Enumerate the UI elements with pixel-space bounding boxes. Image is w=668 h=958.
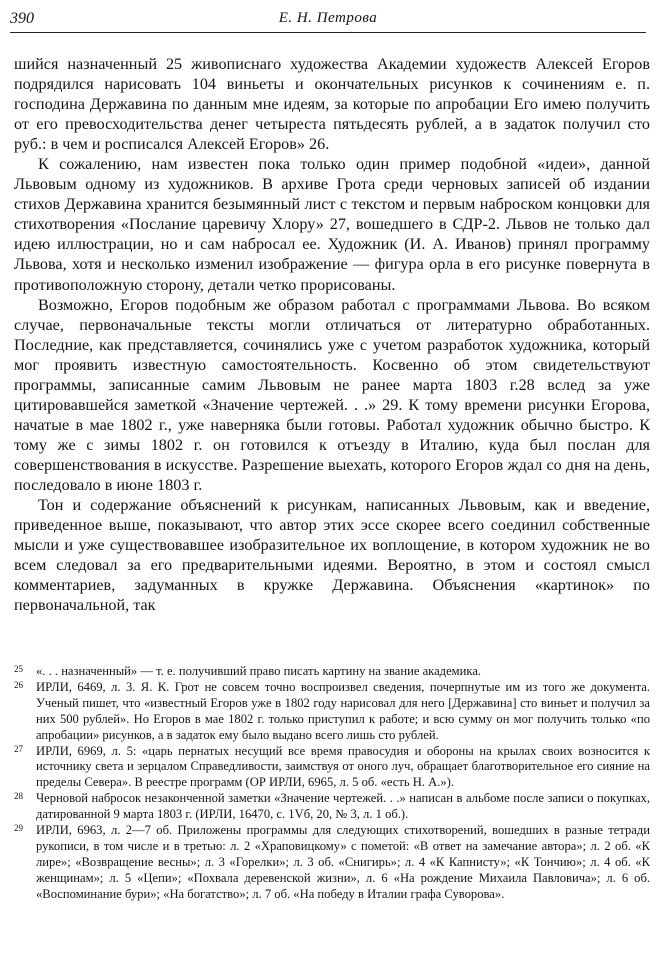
footnote-number: 28 — [14, 791, 23, 802]
footnotes — [14, 664, 650, 903]
footnote-number: 29 — [14, 823, 23, 834]
footnote-text: ИРЛИ, 6469, л. 3. Я. К. Грот не совсем точно воспроизвел сведения, почерпнутые им из того же документа. Ученый пишет, что «известный Егоров уже в 1802 году нарисовал для него [Державина] сто виньет и получил за них 500 рублей». Но Егоров в мае 1802 г. только приступил к работе; и всю сумму он мог получить только «по апробации» рисунков, а в задаток ему было выдано всего лишь сто рублей. — [36, 679, 650, 742]
paragraph: К сожалению, нам известен пока только один пример подобной «идеи», данной Львовым одному из художников. В архиве Грота среди черновых записей об издании стихов Державина хранится безымянный лист с текстом и первым наброском концовки для стихотворения «Послание царевичу Хлору» 27, вошедшего в СДР-2. Львов не только дал идею иллюстрации, но и сам набросал ее. Художник (И. А. Иванов) принял программу Львова, хотя и несколько изменил изображение — фигура орла в его рисунке повернута в противоположную сторону, детали четко прорисованы. — [14, 155, 650, 294]
footnote — [14, 680, 650, 744]
paragraph: Возможно, Егоров подобным же образом работал с программами Львова. Во всяком случае, первоначальные тексты могли отличаться от литературно обработанных. Последние, как представляется, сочинялись уже с учетом разработок художника, который мог проявить известную самостоятельность. Косвенно об этом свидетельствуют программы, записанные самим Львовым не ранее марта 1803 г.28 вслед за уже цитировавшейся заметкой «Значение чертежей. . .» 29. К тому времени рисунки Егорова, начатые в мае 1802 г., уже наверняка были готовы. Работал художник обычно быстро. К тому же с зимы 1802 г. он готовился к отъезду в Италию, куда был послан для совершенствования в искусстве. Разрешение выехать, которого Егоров ждал со дня на день, последовало в июне 1803 г. — [14, 295, 650, 494]
body-text — [14, 54, 650, 615]
paragraph: Тон и содержание объяснений к рисункам, написанных Львовым, как и введение, приведенное выше, показывают, что автор этих эссе скорее всего соединил собственные мысли и уже существовавшее изобразительное их воплощение, в котором художник не во всем следовал за его предварительными идеями. Вероятно, в этом и состоял смысл комментариев, задуманных в кружке Державина. Объяснения «картинок» по первоначальной, так — [14, 496, 650, 615]
paragraph: шийся назначенный 25 живописнаго художества Академии художеств Алексей Егоров подрядился нарисовать 104 виньеты и окончательных рисунков к сочинениям е. п. господина Державина по данным мне идеям, за которые по апробации Его имею получить от его превосходительства денег четыреста пятьдесять рублей, а в задаток получил сто руб.: в чем и росписался Алексей Егоров» 26. — [14, 55, 650, 154]
footnote-text: Черновой набросок незаконченной заметки «Значение чертежей. . .» написан в альбоме после записи о покупках, датированной 9 марта 1803 г. (ИРЛИ, 16470, с. 1Vб, 20, № 3, л. 1 об.). — [36, 791, 650, 822]
page-header — [10, 10, 646, 33]
running-head: Е. Н. Петрова — [278, 10, 378, 26]
footnote-number: 26 — [14, 679, 23, 690]
footnote-text: ИРЛИ, 6963, л. 2—7 об. Приложены программы для следующих стихотворений, вошедших в разные тетради рукописи, в том числе и в третью: л. 2 «Храповицкому» с пометой: «В ответ на замечание автора»; л. 2 об. «К лире»; «Возвращение весны»; л. 3 «Горелки»; л. 3 об. «Снигирь»; л. 4 «К Капнисту»; «К Тончию»; л. 4 об. «К женщинам»; л. 5 «Цепи»; «Похвала деревенской жизни», л. 6 «На рождение Михаила Павловича»; л. 6 об. «Воспоминание бури»; «На богатство»; л. 7 об. «На победу в Италии графа Суворова». — [36, 823, 650, 901]
footnote-number: 27 — [14, 743, 23, 754]
footnote — [14, 791, 650, 823]
page-number: 390 — [10, 10, 34, 27]
footnote-text: ИРЛИ, 6969, л. 5: «царь пернатых несущий все время правосудия и обороны на крылах своих возносится к источнику света и зерцалом Справедливости, заимствуя от оного луч, обращает благотворительное его сияние на пределы Севера». В реестре программ (ОР ИРЛИ, 6965, л. 5 об. «есть Н. А.»). — [36, 743, 650, 790]
footnote — [14, 823, 650, 903]
footnote — [14, 744, 650, 792]
footnote-text: «. . . назначенный» — т. е. получивший право писать картину на звание академика. — [36, 664, 482, 678]
footnote-number: 25 — [14, 664, 23, 674]
footnote — [14, 664, 650, 680]
